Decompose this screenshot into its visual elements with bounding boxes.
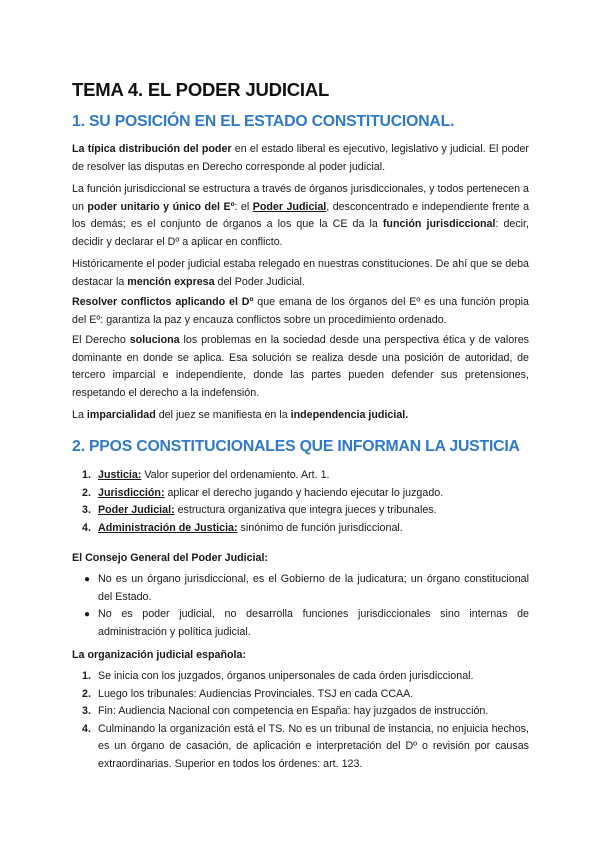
text-run: : el: [234, 200, 253, 213]
list-item: [72, 571, 529, 606]
list-number: 1.: [82, 469, 91, 481]
text-run: , desconcentrado e independiente frente a los demás; es el conjunto de órganos a los que la CE da la: [72, 200, 530, 231]
cgpj-heading: El Consejo General del Poder Judicial:: [72, 552, 268, 564]
org-heading: La organización judicial española:: [72, 649, 247, 661]
bullet-text: No es un órgano jurisdiccional, es el Gobierno de la judicatura; un órgano constitucional del Estado.: [98, 573, 529, 603]
list-text: Culminando la organización está el TS. No es un tribunal de instancia, no enjuicia hechos, es un órgano de casación, de aplicación e interpretación del Dº o revisión por causas extraordinarias. Superior en todos los órdenes: art. 123.: [98, 722, 529, 770]
organization-list: [72, 668, 529, 774]
list-number: 2.: [82, 486, 91, 499]
principle-text: aplicar el derecho jugando y haciendo ejecutar lo juzgado.: [164, 486, 444, 499]
bullet-text: No es poder judicial, no desarrolla funciones jurisdiccionales sino internas de administración y política judicial.: [98, 608, 529, 638]
list-item: [72, 686, 529, 704]
list-number: 1.: [82, 670, 91, 682]
bold-phrase: mención expresa: [127, 275, 215, 288]
cgpj-list: [72, 571, 529, 641]
list-number: 4.: [82, 521, 91, 534]
list-item: [72, 668, 529, 686]
list-item: [72, 703, 529, 721]
paragraph-power-distribution: [72, 141, 529, 176]
text-run: los problemas en la sociedad desde una perspectiva ética y de valores dominante en donde se aplica. Esa solución se realiza desde una posición de autoridad, de tercero imparcial e independiente, donde las partes pueden defender sus pretensiones, respetando el derecho a la indefensión.: [72, 334, 529, 399]
principle-text: estructura organizativa que integra jueces y tribunales.: [174, 504, 437, 517]
text-run: del Poder Judicial.: [214, 275, 305, 288]
list-number: 4.: [82, 722, 91, 735]
list-item: [72, 721, 529, 774]
list-text: Fin: Audiencia Nacional con competencia en España: hay juzgados de instrucción.: [98, 705, 489, 718]
document-title: TEMA 4. EL PODER JUDICIAL: [72, 79, 330, 100]
list-number: 2.: [82, 687, 91, 700]
bullet-icon: ●: [84, 574, 91, 585]
bold-phrase: imparcialidad: [86, 409, 156, 421]
principle-text: sinónimo de función jurisdiccional.: [237, 521, 403, 534]
list-text: Se inicia con los juzgados, órganos unipersonales de cada órden jurisdiccional.: [98, 670, 474, 682]
bold-phrase: poder unitario y único del Eº: [87, 200, 235, 213]
text-run: La función jurisdiccional se estructura a través de órganos jurisdiccionales, y todos pertenecen a un: [72, 183, 529, 213]
list-item: [72, 467, 529, 485]
list-number: 3.: [82, 705, 91, 718]
list-text: Luego los tribunales: Audiencias Provinciales. TSJ en cada CCAA.: [98, 687, 414, 700]
bold-phrase: función jurisdiccional: [382, 218, 496, 231]
bold-phrase: independencia judicial.: [290, 409, 409, 421]
underlined-phrase: Poder Judicial: [252, 200, 327, 213]
text-run: El Derecho: [72, 334, 130, 346]
bullet-icon: ●: [84, 609, 91, 621]
list-item: [72, 502, 529, 520]
principle-term: Administración de Justicia:: [98, 521, 238, 534]
paragraph-jurisdictional-function: [72, 181, 529, 251]
text-run: que emana de los órganos del Eº es una función propia del Eº: garantiza la paz y encauza conflictos sobre un procedimiento ordenado.: [72, 296, 530, 326]
list-number: 3.: [82, 504, 91, 517]
text-run: La: [72, 409, 87, 421]
section-2-heading: 2. PPOS CONSTITUCIONALES QUE INFORMAN LA JUSTICIA: [72, 438, 520, 455]
list-item: [72, 520, 529, 538]
principle-text: Valor superior del ordenamiento. Art. 1.: [141, 469, 330, 481]
principle-term: Justicia:: [98, 469, 142, 481]
principle-term: Jurisdicción:: [98, 486, 165, 499]
paragraph-law-solves: [72, 332, 529, 402]
principle-term: Poder Judicial:: [98, 504, 175, 517]
paragraph-impartiality: [72, 407, 529, 425]
bold-phrase: soluciona: [129, 334, 180, 346]
bold-phrase: La típica distribución del poder: [72, 143, 232, 155]
list-item: [72, 485, 529, 503]
text-run: Históricamente el poder judicial estaba relegado en nuestras constituciones. De ahí que se deba destacar la: [72, 258, 529, 288]
principles-list: [72, 467, 529, 537]
section-1-heading: 1. SU POSICIÓN EN EL ESTADO CONSTITUCIONAL.: [72, 113, 455, 130]
paragraph-resolving-conflicts: [72, 294, 529, 329]
bold-phrase: Resolver conflictos aplicando el Dº: [72, 296, 254, 308]
text-run: del juez se manifiesta en la: [155, 409, 291, 421]
list-item: [72, 606, 529, 641]
text-run: en el estado liberal es ejecutivo, legislativo y judicial. El poder de resolver las disputas en Derecho corresponde al poder judicial.: [72, 143, 529, 173]
paragraph-history: [72, 256, 529, 291]
text-run: : decir, decidir y declarar el Dº a aplicar en conflicto.: [72, 218, 529, 248]
